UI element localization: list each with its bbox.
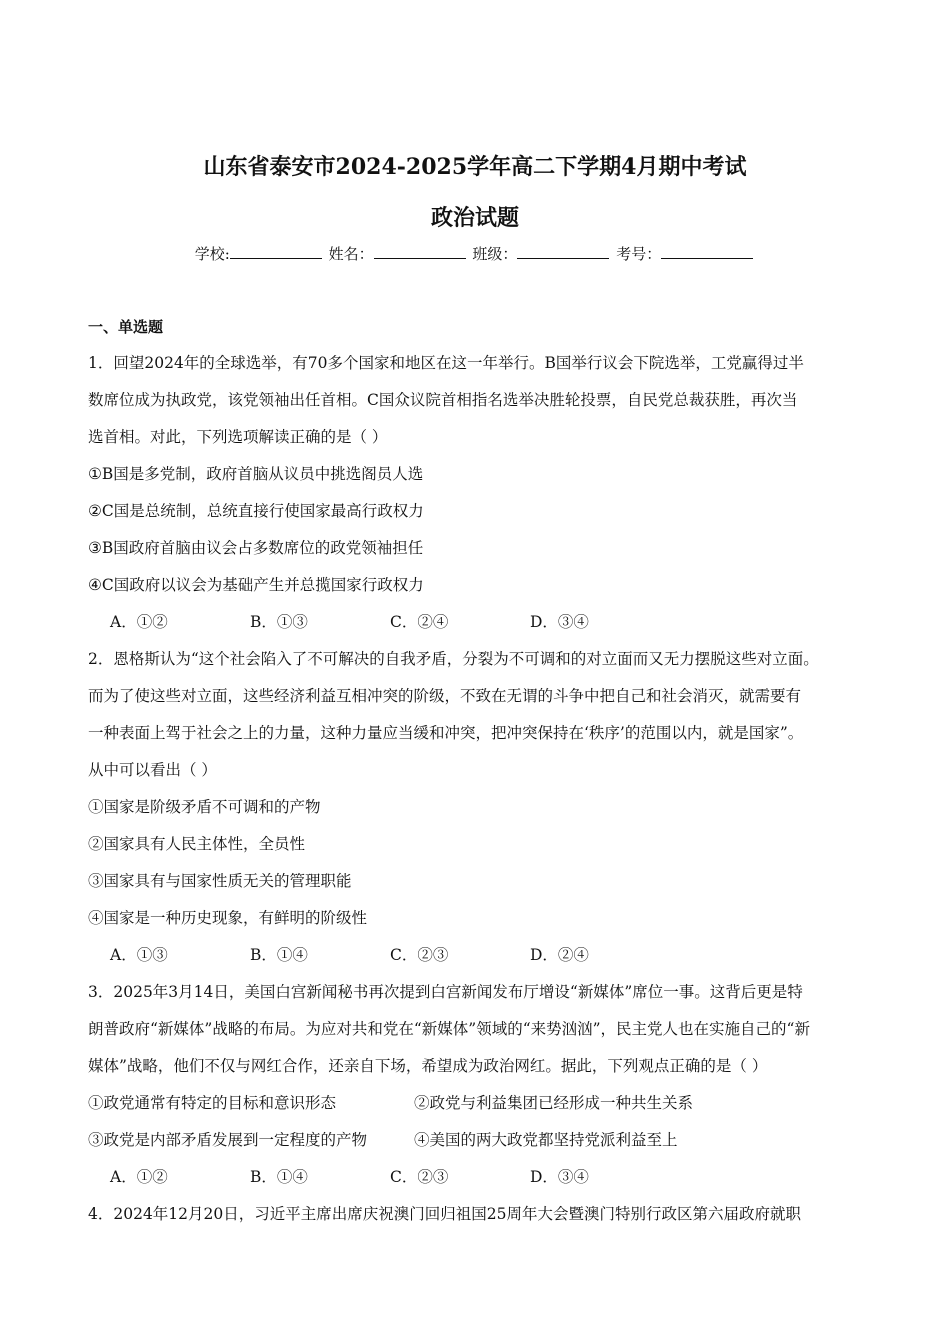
q3-statement: ②政党与利益集团已经形成一种共生关系 <box>414 1094 694 1112</box>
q2-option-d[interactable]: D．②④ <box>530 946 589 964</box>
q3-statement-row <box>88 1085 864 1122</box>
student-info-line <box>0 243 950 264</box>
q2-statement: ①国家是阶级矛盾不可调和的产物 <box>88 798 321 816</box>
q3-line: 朗普政府“新媒体”战略的布局。为应对共和党在“新媒体”领域的“来势汹汹”，民主党人也在实施自己的“新 <box>88 1020 810 1038</box>
q2-line: 而为了使这些对立面，这些经济利益互相冲突的阶级，不致在无谓的斗争中把自己和社会消灭，就需要有 <box>88 687 802 705</box>
q2-statement: ②国家具有人民主体性，全员性 <box>88 835 306 853</box>
q1-statement: ④C国政府以议会为基础产生并总揽国家行政权力 <box>88 576 424 594</box>
q2-line: 从中可以看出（ ） <box>88 761 217 779</box>
q1-option-b[interactable]: B．①③ <box>250 613 308 631</box>
q2-option-a[interactable]: A．①③ <box>110 946 168 964</box>
q1-statement: ①B国是多党制，政府首脑从议员中挑选阁员人选 <box>88 465 424 483</box>
q1-line: 数席位成为执政党，该党领袖出任首相。C国众议院首相指名选举决胜轮投票，自民党总裁获胜，再次当 <box>88 391 798 409</box>
q2-statement: ③国家具有与国家性质无关的管理职能 <box>88 872 352 890</box>
q2-statement: ④国家是一种历史现象，有鲜明的阶级性 <box>88 909 368 927</box>
q2-option-b[interactable]: B．①④ <box>250 946 308 964</box>
q1-line: 1．回望2024年的全球选举，有70多个国家和地区在这一年举行。B国举行议会下院选举，工党赢得过半 <box>88 354 804 372</box>
q3-statement-row <box>88 1122 864 1159</box>
class-blank[interactable] <box>517 246 609 259</box>
q3-options <box>88 1159 864 1196</box>
q3-line: 媒体”战略，他们不仅与网红合作，还亲自下场，希望成为政治网红。据此，下列观点正确的是（ ） <box>88 1057 768 1075</box>
q2-option-c[interactable]: C．②③ <box>390 946 449 964</box>
q1-option-d[interactable]: D．③④ <box>530 613 589 631</box>
q1-option-a[interactable]: A．①② <box>110 613 168 631</box>
q3-statement: ①政党通常有特定的目标和意识形态 <box>88 1094 337 1112</box>
name-label: 姓名： <box>328 245 374 263</box>
q4-line: 4．2024年12月20日，习近平主席出席庆祝澳门回归祖国25周年大会暨澳门特别行政区第六届政府就职 <box>88 1205 801 1223</box>
school-blank[interactable] <box>230 246 322 259</box>
q3-option-b[interactable]: B．①④ <box>250 1168 308 1186</box>
q3-option-c[interactable]: C．②③ <box>390 1168 449 1186</box>
exam-number-blank[interactable] <box>661 246 753 259</box>
school-label: 学校: <box>194 245 230 263</box>
q3-option-d[interactable]: D．③④ <box>530 1168 589 1186</box>
exam-subtitle: 政治试题 <box>430 205 519 231</box>
class-label: 班级： <box>472 245 518 263</box>
q2-options <box>88 937 864 974</box>
q2-line: 2．恩格斯认为“这个社会陷入了不可解决的自我矛盾，分裂为不可调和的对立面而又无力摆脱这些对立面。 <box>88 650 819 668</box>
name-blank[interactable] <box>374 246 466 259</box>
exam-number-label: 考号： <box>616 245 662 263</box>
section-heading: 一、单选题 <box>88 318 164 336</box>
q1-statement: ②C国是总统制，总统直接行使国家最高行政权力 <box>88 502 424 520</box>
question-body <box>88 317 864 1233</box>
exam-title: 山东省泰安市2024-2025学年高二下学期4月期中考试 <box>203 154 747 180</box>
q2-line: 一种表面上驾于社会之上的力量，这种力量应当缓和冲突，把冲突保持在‘秩序’的范围以内，就是国家”。 <box>88 724 804 742</box>
q1-line: 选首相。对此，下列选项解读正确的是（ ） <box>88 428 388 446</box>
q3-option-a[interactable]: A．①② <box>110 1168 168 1186</box>
q1-option-c[interactable]: C．②④ <box>390 613 449 631</box>
q3-line: 3．2025年3月14日，美国白宫新闻秘书再次提到白宫新闻发布厅增设“新媒体”席位一事。这背后更是特 <box>88 983 803 1001</box>
q1-options <box>88 604 864 641</box>
q3-statement: ④美国的两大政党都坚持党派利益至上 <box>414 1131 678 1149</box>
q1-statement: ③B国政府首脑由议会占多数席位的政党领袖担任 <box>88 539 424 557</box>
q3-statement: ③政党是内部矛盾发展到一定程度的产物 <box>88 1131 368 1149</box>
